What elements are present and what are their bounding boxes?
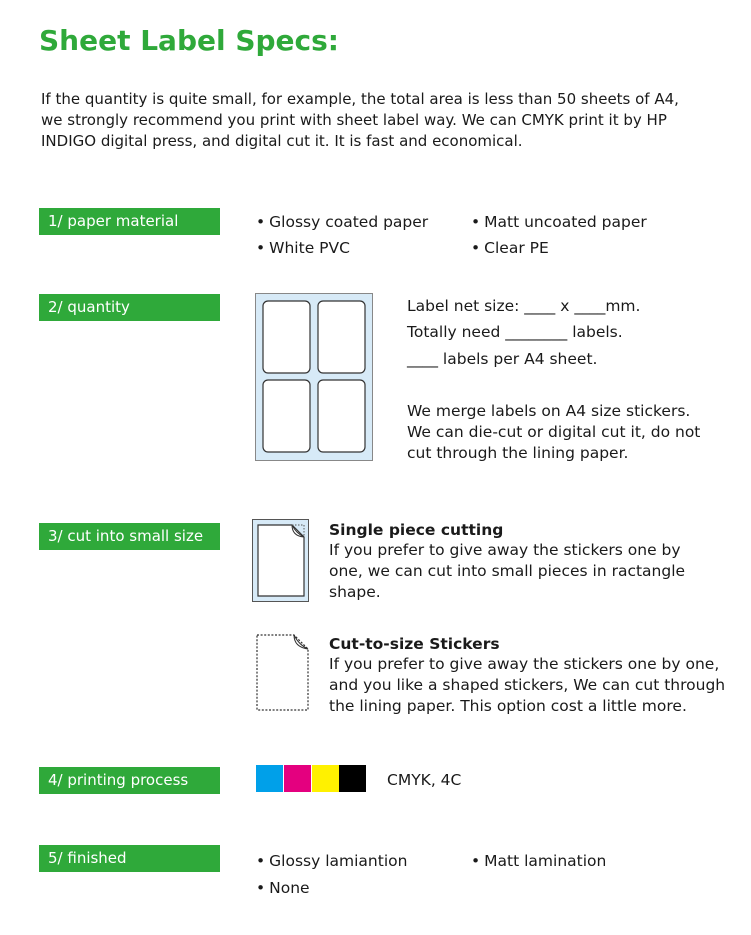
option-material: • Clear PE [471, 239, 549, 257]
label-size-line: Label net size: ____ x ____mm. [407, 297, 641, 315]
intro-line: INDIGO digital press, and digital cut it. It is fast and economical. [41, 132, 523, 150]
section-label-printing: 4/ printing process [39, 767, 220, 794]
cyan-swatch [256, 765, 283, 792]
option-finish: • None [256, 879, 310, 897]
single-cut-heading: Single piece cutting [329, 521, 504, 539]
black-swatch [339, 765, 366, 792]
option-finish: • Matt lamination [471, 852, 606, 870]
section-label-cut: 3/ cut into small size [39, 523, 220, 550]
label-cell [263, 301, 310, 373]
total-labels-line: Totally need ________ labels. [407, 323, 623, 341]
option-material: • Matt uncoated paper [471, 213, 647, 231]
cut-to-size-line: and you like a shaped stickers, We can cut through [329, 676, 726, 694]
a4-sheet-illustration [255, 293, 373, 461]
cut-to-size-icon [256, 634, 310, 712]
cut-to-size-line: the lining paper. This option cost a little more. [329, 697, 687, 715]
cut-to-size-heading: Cut-to-size Stickers [329, 635, 500, 653]
labels-per-sheet-line: ____ labels per A4 sheet. [407, 350, 598, 368]
quantity-note-line: We can die-cut or digital cut it, do not [407, 423, 701, 441]
cut-to-size-line: If you prefer to give away the stickers one by one, [329, 655, 720, 673]
intro-line: If the quantity is quite small, for example, the total area is less than 50 sheets of A4, [41, 90, 679, 108]
option-material: • Glossy coated paper [256, 213, 428, 231]
label-cell [318, 380, 365, 452]
intro-paragraph [41, 89, 721, 152]
single-piece-icon [252, 519, 310, 603]
printing-value: CMYK, 4C [387, 771, 462, 789]
option-finish: • Glossy lamiantion [256, 852, 407, 870]
section-label-finished: 5/ finished [39, 845, 220, 872]
quantity-note-line: We merge labels on A4 size stickers. [407, 402, 691, 420]
single-cut-line: shape. [329, 583, 381, 601]
quantity-note-line: cut through the lining paper. [407, 444, 629, 462]
single-cut-line: If you prefer to give away the stickers one by [329, 541, 681, 559]
label-cell [318, 301, 365, 373]
label-cell [263, 380, 310, 452]
option-material: • White PVC [256, 239, 350, 257]
section-label-quantity: 2/ quantity [39, 294, 220, 321]
section-label-material: 1/ paper material [39, 208, 220, 235]
magenta-swatch [284, 765, 311, 792]
yellow-swatch [312, 765, 339, 792]
page-title: Sheet Label Specs: [39, 24, 339, 57]
intro-line: we strongly recommend you print with sheet label way. We can CMYK print it by HP [41, 111, 667, 129]
single-cut-line: one, we can cut into small pieces in ractangle [329, 562, 686, 580]
